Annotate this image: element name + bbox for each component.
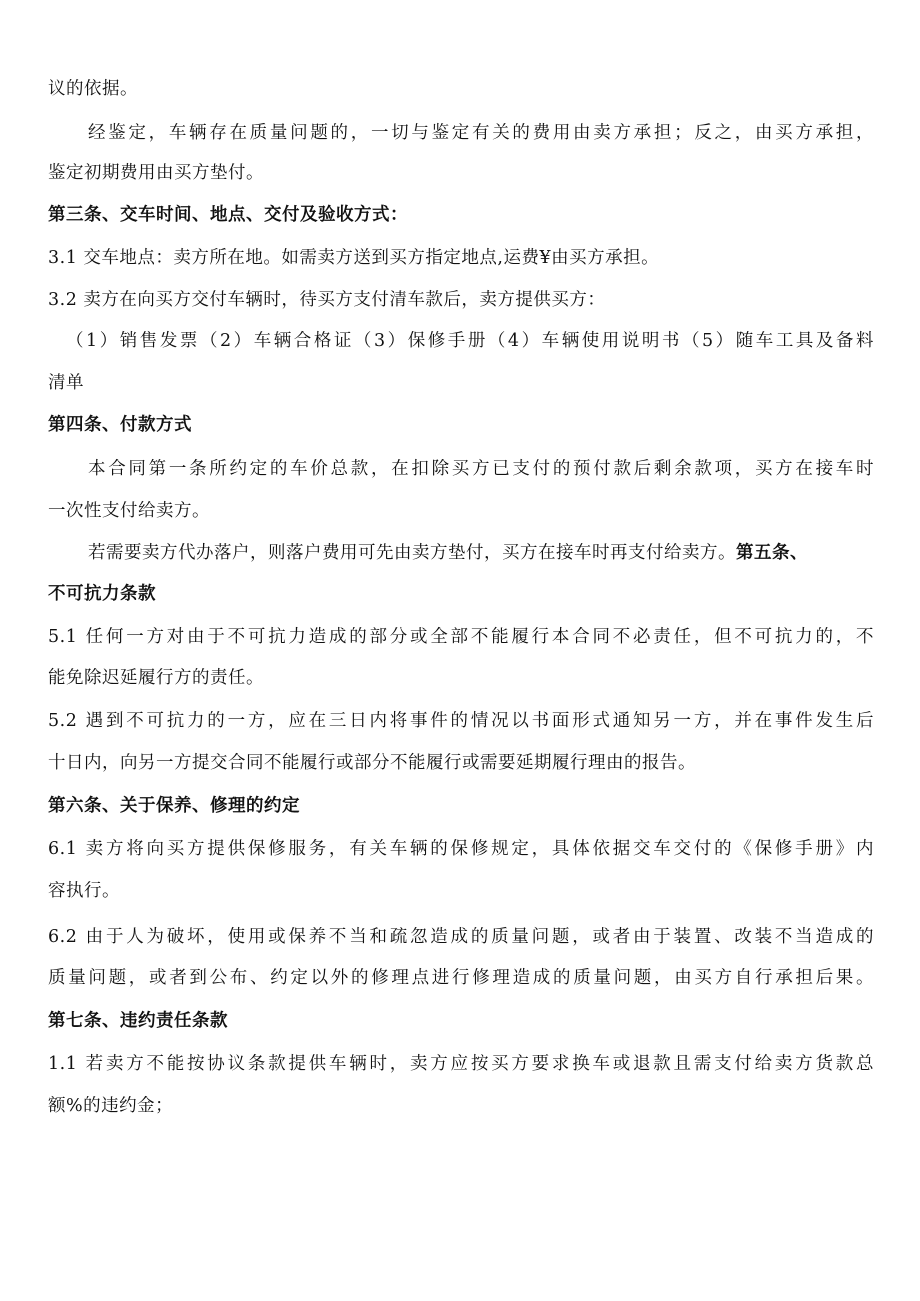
registration-fee-text: 若需要卖方代办落户，则落户费用可先由卖方垫付，买方在接车时再支付给卖方。: [88, 543, 736, 563]
article-4-heading: 第四条、付款方式: [48, 415, 192, 435]
clause-1-1: 1.1 若卖方不能按协议条款提供车辆时，卖方应按买方要求换车或退款且需支付给卖方货款总: [48, 1054, 874, 1074]
article-7-heading: 第七条、违约责任条款: [48, 1011, 228, 1031]
clause-3-1: 3.1 交车地点：卖方所在地。如需卖方送到买方指定地点,运费¥由买方承担。: [48, 248, 660, 268]
clause-5-2: 5.2 遇到不可抗力的一方，应在三日内将事件的情况以书面形式通知另一方，并在事件发生后: [48, 711, 874, 731]
paragraph-line: 一次性支付给卖方。: [48, 501, 210, 521]
clause-5-1: 5.1 任何一方对由于不可抗力造成的部分或全部不能履行本合同不必责任，但不可抗力的，不: [48, 627, 874, 647]
paragraph-line: 容执行。: [48, 881, 120, 901]
paragraph-line: 清单: [48, 373, 84, 393]
paragraph-line: 质量问题，或者到公布、约定以外的修理点进行修理造成的质量问题，由买方自行承担后果。: [48, 968, 874, 988]
paragraph-line: [88, 538, 874, 568]
paragraph-line: 本合同第一条所约定的车价总款，在扣除买方已支付的预付款后剩余款项，买方在接车时: [88, 459, 874, 479]
paragraph-line: 额%的违约金；: [48, 1096, 174, 1116]
paragraph-line: 能免除迟延履行方的责任。: [48, 668, 264, 688]
delivery-document-list: （1）销售发票（2）车辆合格证（3）保修手册（4）车辆使用说明书（5）随车工具及备料: [66, 331, 874, 351]
clause-6-1: 6.1 卖方将向买方提供保修服务，有关车辆的保修规定，具体依据交车交付的《保修手册》内: [48, 839, 874, 859]
article-5-heading: 第五条、: [736, 543, 808, 563]
article-5-heading-cont: 不可抗力条款: [48, 584, 156, 604]
paragraph-line: 鉴定初期费用由买方垫付。: [48, 163, 264, 183]
clause-3-2: 3.2 卖方在向买方交付车辆时，待买方支付清车款后，卖方提供买方：: [48, 290, 606, 310]
paragraph-line: 十日内，向另一方提交合同不能履行或部分不能履行或需要延期履行理由的报告。: [48, 753, 696, 773]
clause-6-2: 6.2 由于人为破坏，使用或保养不当和疏忽造成的质量问题，或者由于装置、改装不当造成的: [48, 927, 874, 947]
paragraph-line: 议的依据。: [48, 79, 138, 99]
article-3-heading: 第三条、交车时间、地点、交付及验收方式：: [48, 205, 408, 225]
paragraph-line: 经鉴定，车辆存在质量问题的，一切与鉴定有关的费用由卖方承担；反之，由买方承担，: [88, 123, 874, 143]
article-6-heading: 第六条、关于保养、修理的约定: [48, 796, 300, 816]
